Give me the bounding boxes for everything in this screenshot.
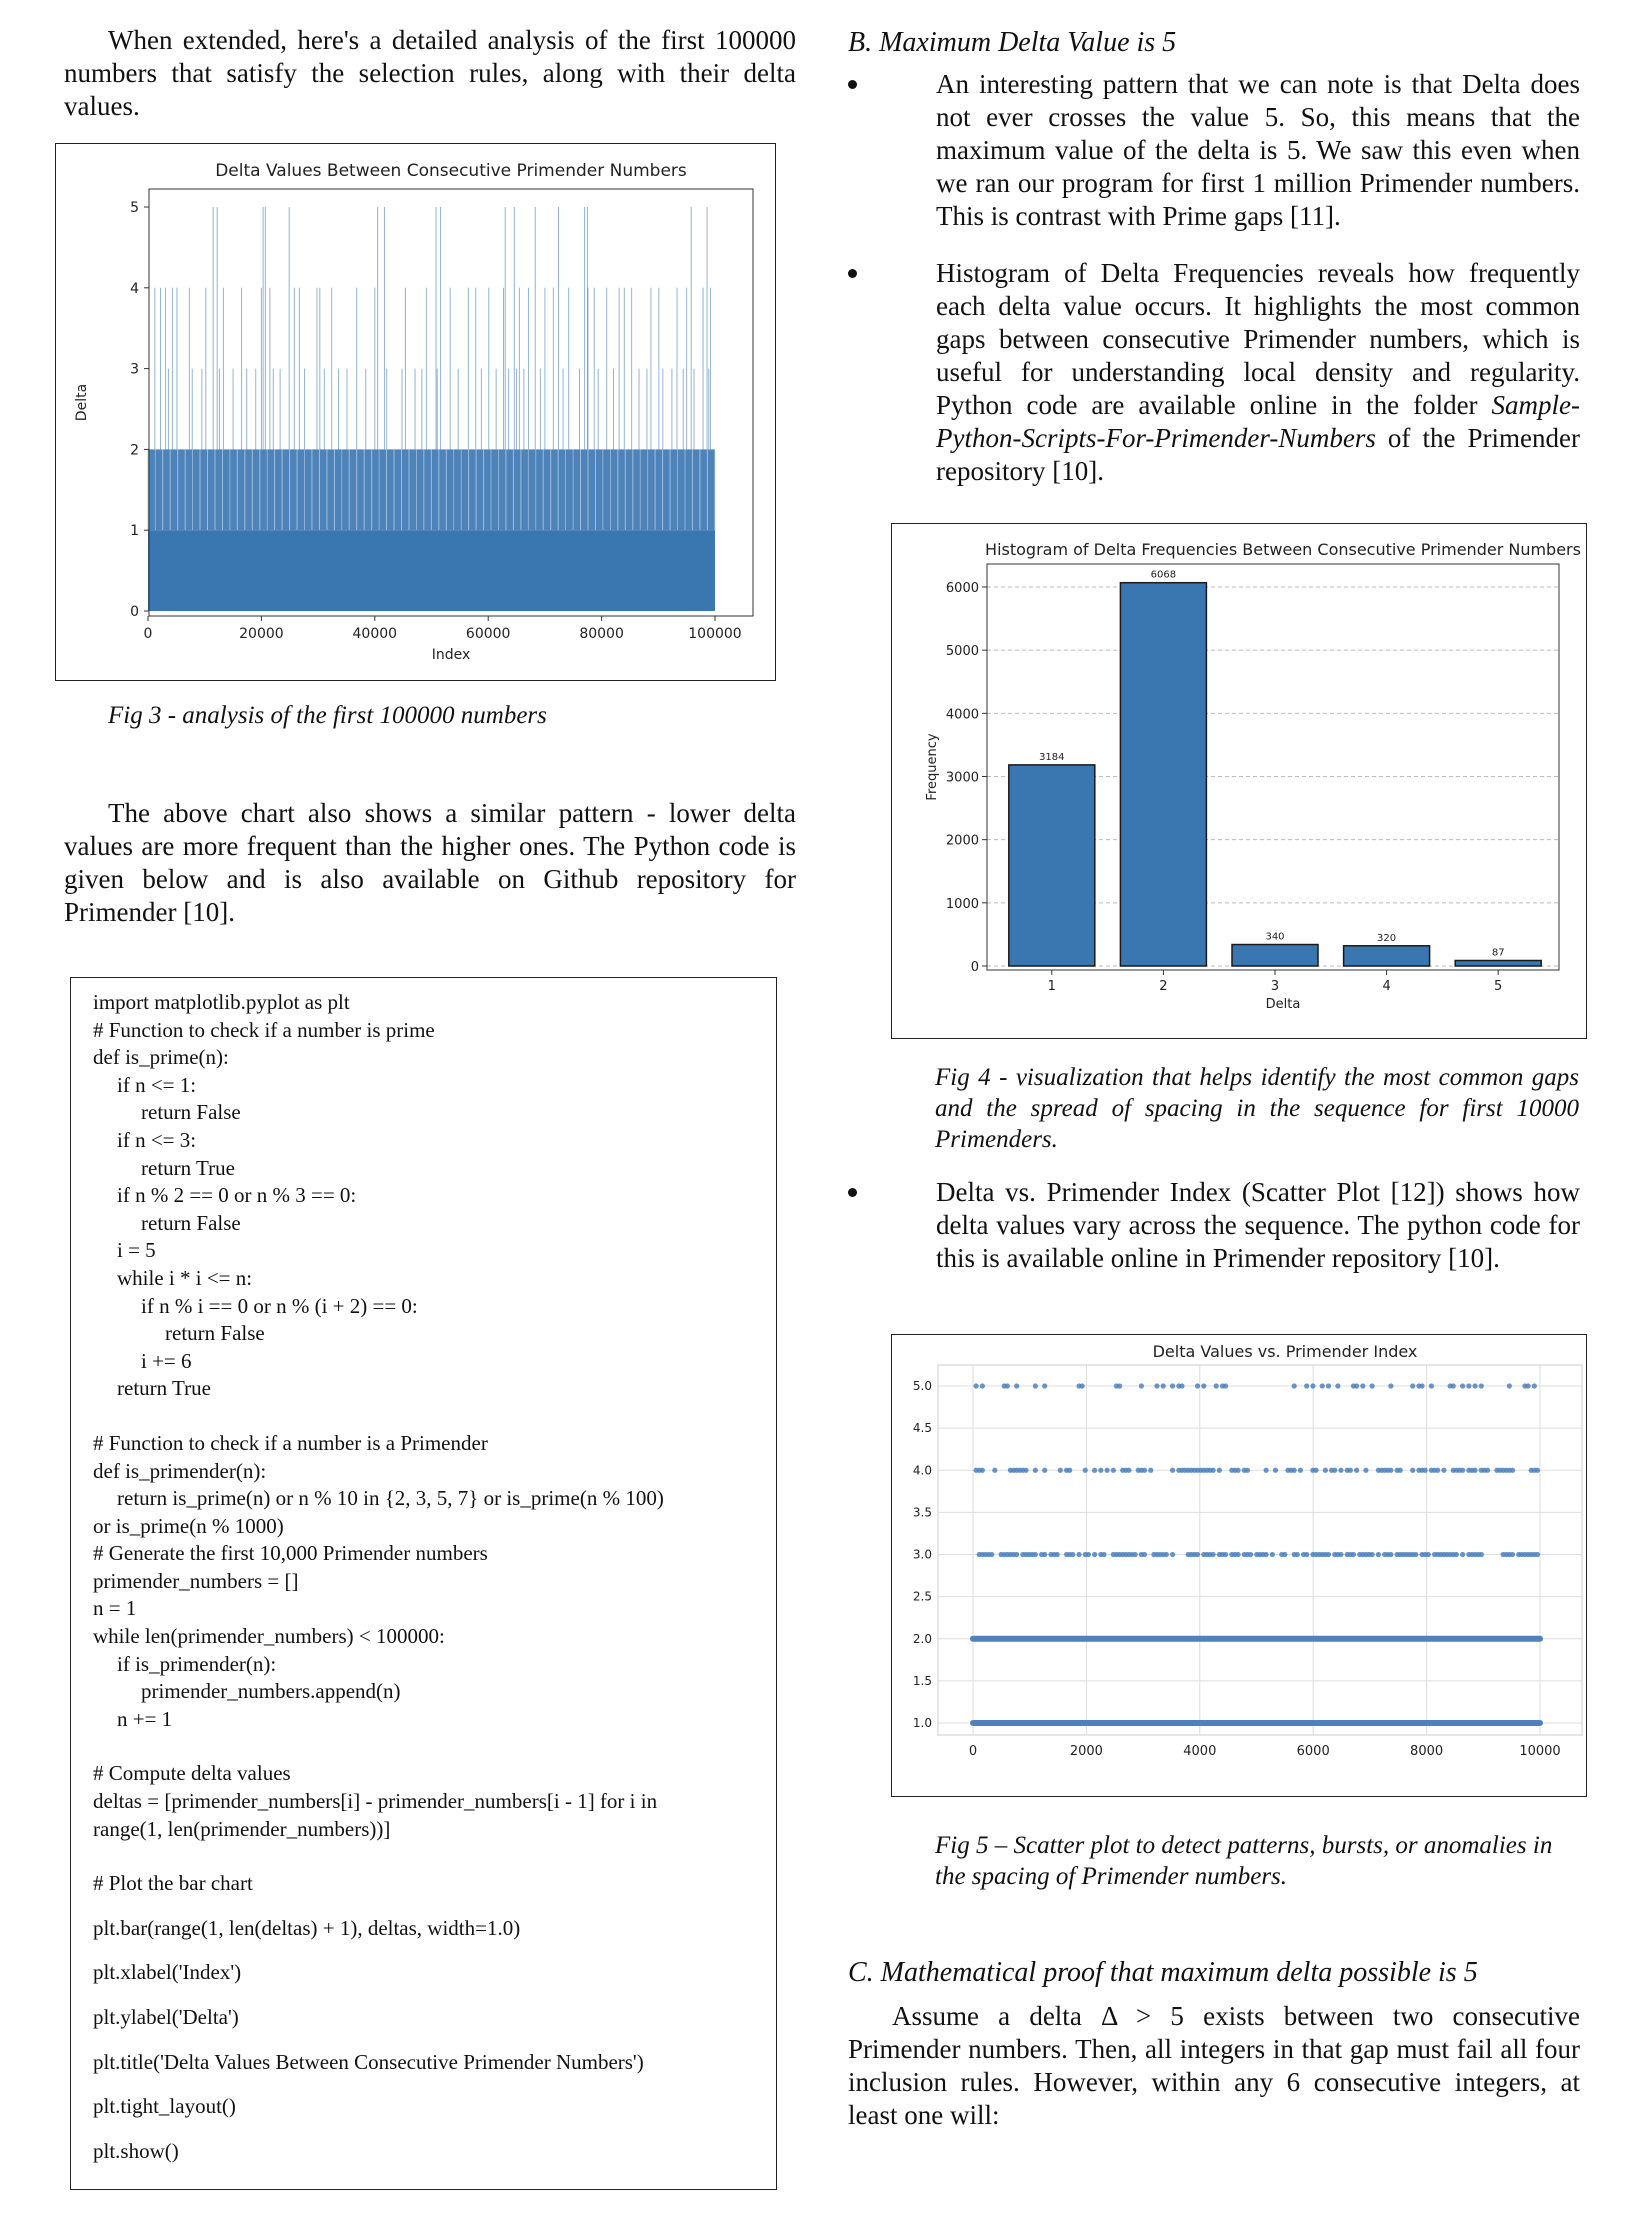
scatter-point	[1310, 1383, 1315, 1388]
x-tick-label: 8000	[1410, 1744, 1444, 1759]
scatter-point	[1360, 1383, 1365, 1388]
histogram-bar	[1120, 583, 1206, 966]
scatter-point	[1335, 1383, 1340, 1388]
code-line: return False	[141, 1100, 241, 1125]
x-tick-label: 60000	[465, 626, 511, 642]
x-tick-label: 80000	[579, 626, 624, 642]
scatter-point	[1479, 1383, 1484, 1388]
figure-4-caption: Fig 4 - visualization that helps identify the most common gaps and the spread of spacing in the sequence for first 10000 Primenders.	[935, 1064, 1579, 1153]
code-line: plt.show()	[93, 2138, 179, 2163]
bullet-dot	[848, 269, 857, 278]
y-axis-label: Delta	[74, 383, 90, 422]
code-blank-line	[93, 1733, 776, 1760]
code-line: # Function to check if a number is a Primender	[93, 1430, 488, 1455]
scatter-point	[1179, 1383, 1184, 1388]
code-line: range(1, len(primender_numbers))]	[93, 1816, 391, 1841]
scatter-point	[1076, 1552, 1081, 1557]
bar-value-label: 87	[1491, 947, 1505, 959]
intro-paragraph: When extended, here's a detailed analysis of the first 100000 numbers that satisfy the selection rules, along with their delta values.	[64, 25, 796, 121]
scatter-point	[1133, 1552, 1138, 1557]
code-line: # Generate the first 10,000 Primender numbers	[93, 1541, 488, 1566]
bullet-max-delta-text: An interesting pattern that we can note is that Delta does not ever crosses the value 5. So, this means that the maximum value of the delta is 5. We saw this even when we ran our program for first 1 million Primender numbers. This is contrast with Prime gaps [11].	[936, 69, 1580, 231]
scatter-point	[1320, 1383, 1325, 1388]
scatter-point	[1014, 1383, 1019, 1388]
code-line: if n % 2 == 0 or n % 3 == 0:	[117, 1183, 357, 1208]
scatter-point	[1111, 1468, 1116, 1473]
histogram-bar	[1232, 945, 1318, 966]
scatter-point	[1170, 1552, 1175, 1557]
scatter-point	[992, 1468, 997, 1473]
scatter-point	[1535, 1552, 1540, 1557]
scatter-point	[1354, 1468, 1359, 1473]
x-axis-label: Index	[431, 647, 471, 663]
scatter-point	[1023, 1468, 1028, 1473]
x-tick-label: 1	[1047, 979, 1056, 994]
bullet-histogram-text	[936, 257, 1580, 488]
scatter-point	[1423, 1468, 1428, 1473]
scatter-point	[1014, 1552, 1019, 1557]
code-line: if n % i == 0 or n % (i + 2) == 0:	[141, 1293, 418, 1318]
scatter-point	[1419, 1383, 1424, 1388]
x-tick-label: 4	[1382, 979, 1391, 994]
scatter-point	[1363, 1468, 1368, 1473]
code-line: if n <= 3:	[117, 1127, 197, 1152]
scatter-point	[1507, 1383, 1512, 1388]
scatter-point	[1441, 1468, 1446, 1473]
scatter-point	[1170, 1383, 1175, 1388]
code-blank-line	[93, 1987, 776, 2004]
scatter-point	[1264, 1552, 1269, 1557]
code-blank-line	[93, 2076, 776, 2093]
y-tick-label: 1000	[945, 896, 979, 912]
code-listing	[70, 977, 777, 2190]
figure-3-caption: Fig 3 - analysis of the first 100000 numbers	[108, 702, 547, 729]
scatter-point	[1058, 1468, 1063, 1473]
scatter-point	[1042, 1468, 1047, 1473]
bar-value-label: 6068	[1150, 569, 1177, 581]
x-tick-label: 40000	[352, 626, 398, 642]
code-line: plt.tight_layout()	[93, 2094, 236, 2119]
x-tick-label: 0	[968, 1744, 978, 1759]
scatter-point	[1304, 1383, 1309, 1388]
bullet-dot	[848, 1188, 857, 1197]
scatter-point	[1435, 1468, 1440, 1473]
scatter-point	[1126, 1468, 1131, 1473]
y-tick-label: 3000	[945, 770, 979, 786]
scatter-point	[1413, 1552, 1418, 1557]
x-tick-label: 10000	[1519, 1744, 1561, 1759]
scatter-point	[1370, 1383, 1375, 1388]
code-line: def is_prime(n):	[93, 1045, 229, 1070]
scatter-point	[1104, 1468, 1109, 1473]
figure-5-frame	[891, 1334, 1587, 1797]
scatter-point	[1388, 1552, 1393, 1557]
scatter-point	[1195, 1552, 1200, 1557]
x-tick-label: 3	[1270, 979, 1280, 994]
scatter-point	[1033, 1468, 1038, 1473]
scatter-point	[1388, 1468, 1393, 1473]
y-tick-label: 2000	[945, 833, 979, 849]
scatter-point	[1080, 1383, 1085, 1388]
scatter-point	[1092, 1468, 1097, 1473]
x-tick-label: 2	[1159, 979, 1168, 994]
y-axis-label: Frequency	[925, 733, 940, 801]
histogram-bar	[1344, 946, 1430, 966]
scatter-point	[1245, 1468, 1250, 1473]
scatter-point	[1211, 1552, 1216, 1557]
y-tick-label: 5.0	[912, 1379, 932, 1393]
scatter-point	[1270, 1552, 1275, 1557]
bullet-histogram-text-a: Histogram of Delta Frequencies reveals how frequently each delta value occurs. It highlights the most common gaps between consecutive Primender numbers, which is useful for understanding local density and regularity. Python code are available online in the folder	[936, 258, 1580, 420]
repo-folder-name: Sample-Python-Scripts-For-Primender-Numbers	[936, 390, 1580, 453]
code-line: def is_primender(n):	[93, 1458, 267, 1483]
y-tick-label: 5	[130, 200, 139, 216]
chart-title: Delta Values Between Consecutive Primender Numbers	[215, 161, 687, 181]
y-tick-label: 4000	[945, 707, 979, 723]
figure-5-caption: Fig 5 – Scatter plot to detect patterns, bursts, or anomalies in the spacing of Primender numbers.	[935, 1832, 1553, 1890]
scatter-point	[1086, 1552, 1091, 1557]
scatter-point	[980, 1383, 985, 1388]
scatter-point	[1139, 1383, 1144, 1388]
scatter-point	[1479, 1552, 1484, 1557]
scatter-point	[1211, 1468, 1216, 1473]
y-tick-label: 3.5	[912, 1505, 932, 1520]
x-tick-label: 2000	[1069, 1744, 1103, 1759]
delta-bar-chart	[56, 144, 775, 680]
bullet-dot	[848, 80, 857, 89]
code-line: plt.ylabel('Delta')	[93, 2005, 239, 2029]
code-line: n = 1	[93, 1596, 137, 1621]
y-tick-label: 3.0	[912, 1547, 932, 1562]
code-line: return True	[141, 1155, 235, 1180]
figure-3-frame	[55, 143, 776, 681]
scatter-point	[1326, 1552, 1331, 1557]
scatter-point	[1282, 1552, 1287, 1557]
scatter-point	[1235, 1552, 1240, 1557]
scatter-point	[1223, 1383, 1228, 1388]
figure-4-frame	[891, 523, 1587, 1039]
scatter-point	[1005, 1383, 1010, 1388]
plot-frame	[938, 1365, 1582, 1735]
scatter-point	[1154, 1383, 1159, 1388]
code-line: # Plot the bar chart	[93, 1871, 253, 1896]
scatter-point	[1217, 1468, 1222, 1473]
y-tick-label: 2.5	[912, 1589, 932, 1604]
bar-value-label: 320	[1377, 932, 1397, 944]
code-blank-line	[93, 2032, 776, 2049]
x-tick-label: 0	[143, 626, 153, 642]
code-blank-line	[93, 1942, 776, 1959]
scatter-point	[1410, 1468, 1415, 1473]
scatter-point	[1083, 1468, 1088, 1473]
code-line: # Function to check if a number is prime	[93, 1017, 435, 1042]
scatter-point	[1429, 1383, 1434, 1388]
x-tick-label: 4000	[1183, 1744, 1217, 1759]
scatter-point	[1117, 1383, 1122, 1388]
x-tick-label: 6000	[1296, 1744, 1330, 1759]
scatter-point	[1070, 1552, 1075, 1557]
scatter-point	[1067, 1468, 1072, 1473]
scatter-point	[1351, 1552, 1356, 1557]
code-line: primender_numbers.append(n)	[141, 1679, 401, 1704]
scatter-point	[1248, 1552, 1253, 1557]
y-tick-label: 6000	[945, 581, 979, 596]
code-line: return is_prime(n) or n % 10 in {2, 3, 5, 7} or is_prime(n % 100)	[117, 1486, 664, 1511]
y-tick-label: 4	[130, 280, 139, 297]
scatter-point	[989, 1552, 994, 1557]
code-line: primender_numbers = []	[93, 1568, 299, 1593]
code-line: return False	[165, 1321, 265, 1346]
scatter-point	[1273, 1468, 1278, 1473]
y-tick-label: 4.5	[912, 1421, 932, 1436]
scatter-point	[1295, 1552, 1300, 1557]
scatter-point	[1148, 1468, 1153, 1473]
scatter-point	[1170, 1468, 1175, 1473]
chart-title: Delta Values vs. Primender Index	[1152, 1342, 1418, 1361]
bullet-max-delta	[848, 68, 1580, 233]
x-tick-label: 20000	[239, 626, 284, 642]
heading-b: B. Maximum Delta Value is 5	[848, 27, 1177, 58]
scatter-point	[1298, 1468, 1303, 1473]
y-tick-label: 1.0	[912, 1716, 932, 1730]
scatter-point	[1292, 1468, 1297, 1473]
scatter-point	[1201, 1383, 1206, 1388]
scatter-point	[1354, 1383, 1359, 1388]
scatter-point	[1098, 1468, 1103, 1473]
scatter-point	[1454, 1552, 1459, 1557]
histogram-bar	[1009, 765, 1095, 966]
scatter-point	[1214, 1383, 1219, 1388]
scatter-point	[1332, 1468, 1337, 1473]
scatter-point	[1525, 1383, 1530, 1388]
bullet-histogram	[848, 257, 1580, 488]
scatter-point	[1195, 1383, 1200, 1388]
histogram-chart	[892, 524, 1586, 1038]
scatter-point	[1033, 1552, 1038, 1557]
code-line: while i * i <= n:	[117, 1265, 253, 1290]
x-tick-label: 100000	[688, 626, 742, 642]
code-line: if is_primender(n):	[117, 1651, 277, 1676]
scatter-point	[1055, 1552, 1060, 1557]
scatter-point	[1535, 1468, 1540, 1473]
scatter-point	[1510, 1468, 1515, 1473]
scatter-point	[1092, 1552, 1097, 1557]
scatter-point	[1223, 1552, 1228, 1557]
scatter-point	[1472, 1468, 1477, 1473]
code-line: n += 1	[117, 1706, 173, 1731]
scatter-point	[1388, 1383, 1393, 1388]
y-tick-label: 0	[970, 960, 979, 975]
scatter-point	[1460, 1468, 1465, 1473]
scatter-point	[1142, 1552, 1147, 1557]
scatter-point	[1410, 1383, 1415, 1388]
code-line: import matplotlib.pyplot as plt	[93, 990, 350, 1014]
scatter-point	[1042, 1552, 1047, 1557]
y-tick-label: 2.0	[912, 1631, 932, 1646]
scatter-point	[1164, 1552, 1169, 1557]
scatter-point	[1510, 1552, 1515, 1557]
scatter-point	[974, 1383, 979, 1388]
code-line: or is_prime(n % 1000)	[93, 1513, 284, 1538]
delta-1-band	[148, 530, 715, 611]
paragraph-above-chart: The above chart also shows a similar pattern - lower delta values are more frequent than the higher ones. The Python code is given below and is also available on Github repository for Primender [10].	[64, 798, 796, 927]
y-tick-label: 2	[130, 442, 139, 459]
proof-paragraph: Assume a delta Δ > 5 exists between two consecutive Primender numbers. Then, all integers in that gap must fail all four inclusion rules. However, within any 6 consecutive integers, at least one will:	[848, 2001, 1580, 2130]
bar-value-label: 3184	[1039, 751, 1065, 763]
y-tick-label: 0	[130, 604, 139, 620]
scatter-point	[1532, 1383, 1537, 1388]
y-tick-label: 1.5	[912, 1673, 932, 1688]
scatter-point	[1161, 1383, 1166, 1388]
code-blank-line	[93, 1403, 776, 1430]
y-tick-label: 4.0	[912, 1463, 932, 1478]
scatter-point	[1304, 1552, 1309, 1557]
scatter-point	[1376, 1552, 1381, 1557]
scatter-point	[1292, 1383, 1297, 1388]
code-line: while len(primender_numbers) < 100000:	[93, 1624, 445, 1649]
bullet-scatter-text: Delta vs. Primender Index (Scatter Plot [12]) shows how delta values vary across the sequence. The python code for this is available online in Primender repository [10].	[936, 1177, 1580, 1273]
code-line: if n <= 1:	[117, 1072, 197, 1097]
histogram-bar	[1455, 961, 1541, 966]
scatter-point	[1033, 1383, 1038, 1388]
x-axis-label: Delta	[1265, 997, 1301, 1012]
scatter-point	[1101, 1552, 1106, 1557]
code-line: plt.bar(range(1, len(deltas) + 1), deltas, width=1.0)	[93, 1915, 521, 1940]
scatter-point	[1485, 1468, 1490, 1473]
code-line: i += 6	[141, 1348, 192, 1373]
code-blank-line	[93, 2121, 776, 2138]
scatter-point	[1338, 1552, 1343, 1557]
scatter-point	[1338, 1468, 1343, 1473]
scatter-point	[1264, 1468, 1269, 1473]
y-tick-label: 1	[130, 523, 139, 540]
scatter-point	[1235, 1468, 1240, 1473]
scatter-chart	[892, 1335, 1586, 1796]
code-line: plt.xlabel('Index')	[93, 1960, 242, 1985]
scatter-point	[1460, 1383, 1465, 1388]
code-line: i = 5	[117, 1238, 156, 1263]
scatter-point	[1326, 1383, 1331, 1388]
code-blank-line	[93, 1843, 776, 1870]
code-line: deltas = [primender_numbers[i] - primender_numbers[i - 1] for i in	[93, 1789, 658, 1814]
bar-value-label: 340	[1265, 931, 1285, 943]
scatter-point	[1042, 1383, 1047, 1388]
y-tick-label: 3	[130, 361, 139, 378]
scatter-point	[1313, 1468, 1318, 1473]
scatter-point	[1466, 1383, 1471, 1388]
scatter-point	[1348, 1468, 1353, 1473]
bullet-scatter	[848, 1176, 1580, 1275]
scatter-point	[1370, 1552, 1375, 1557]
scatter-point	[980, 1468, 985, 1473]
bullet-histogram-text-b: of the Primender repository [10].	[936, 423, 1580, 486]
code-blank-line	[93, 1898, 776, 1915]
chart-title: Histogram of Delta Frequencies Between Consecutive Primender Numbers	[985, 540, 1581, 559]
scatter-point	[1398, 1468, 1403, 1473]
scatter-point	[1426, 1552, 1431, 1557]
scatter-point	[1472, 1383, 1477, 1388]
heading-c: C. Mathematical proof that maximum delta possible is 5	[848, 1957, 1478, 1988]
y-tick-label: 5000	[945, 644, 979, 660]
scatter-point	[1451, 1383, 1456, 1388]
scatter-point	[1460, 1552, 1465, 1557]
code-line: return False	[141, 1210, 241, 1235]
scatter-point	[1142, 1468, 1147, 1473]
code-line: plt.title('Delta Values Between Consecutive Primender Numbers')	[93, 2049, 644, 2074]
scatter-point	[1323, 1468, 1328, 1473]
code-line: # Compute delta values	[93, 1761, 291, 1786]
x-tick-label: 5	[1494, 979, 1503, 994]
code-line: return True	[117, 1376, 211, 1401]
